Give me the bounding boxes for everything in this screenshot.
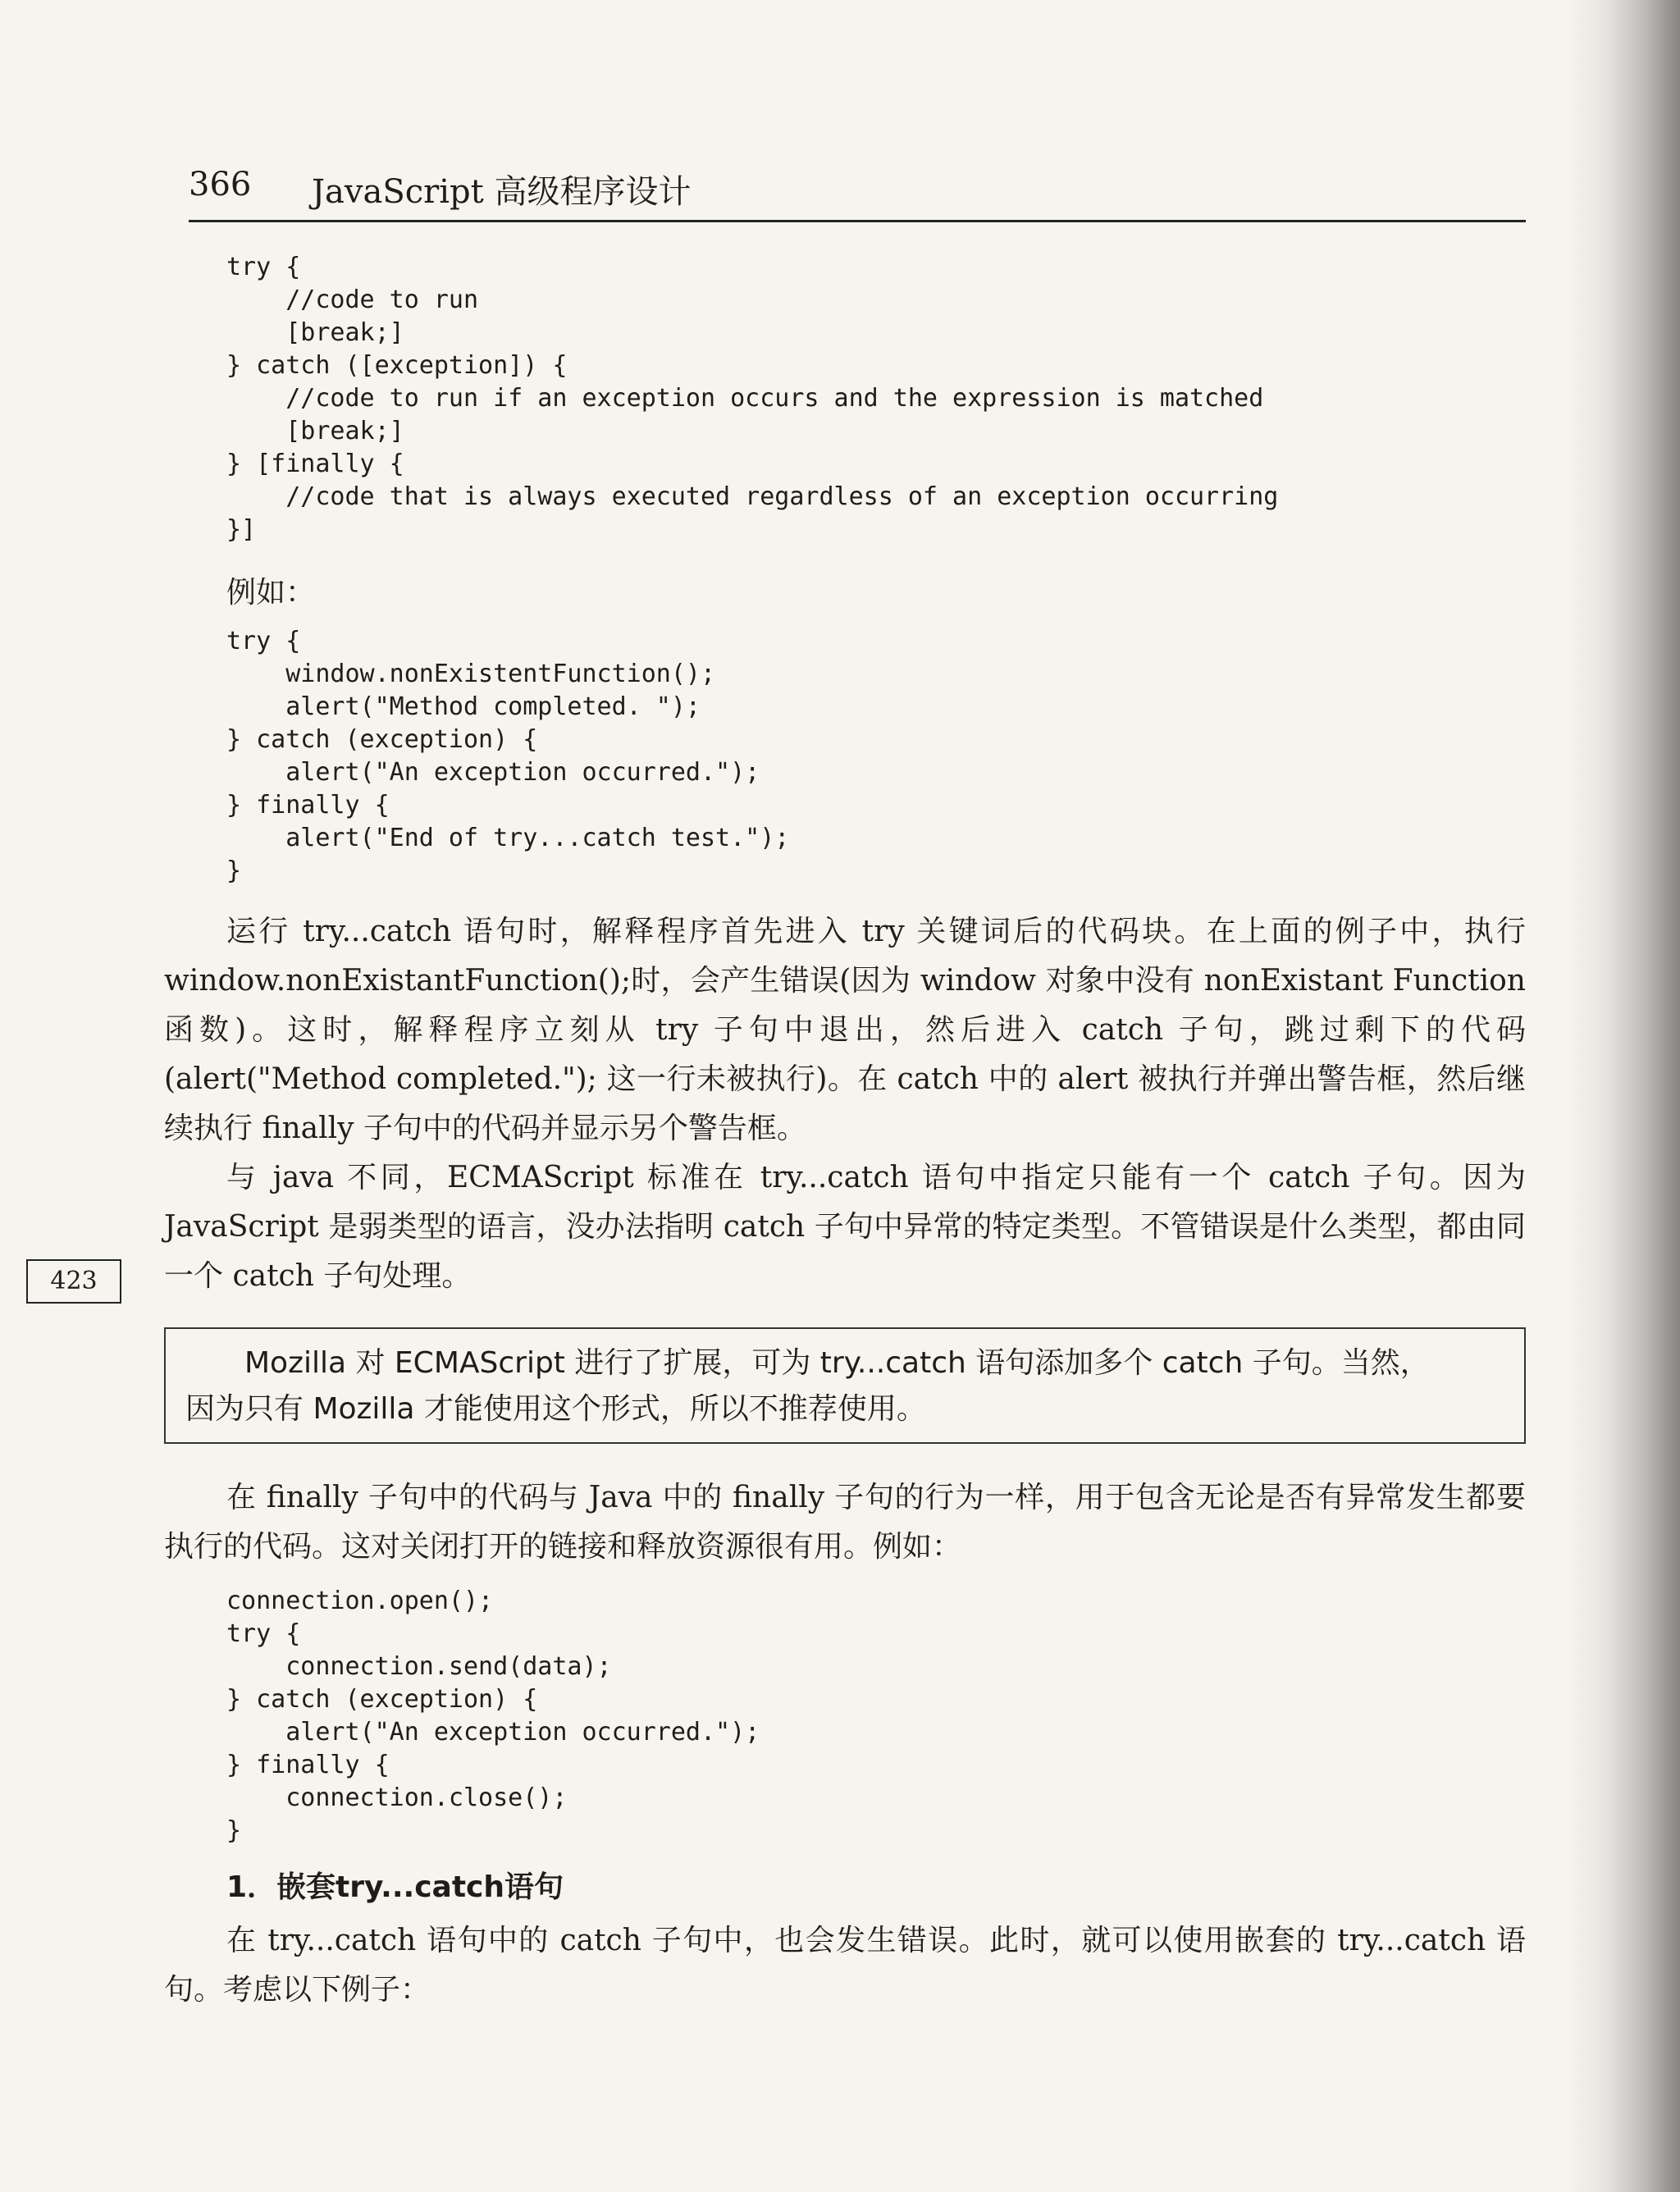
page-edge-shadow [1565,0,1680,2192]
code-line: } catch (exception) { [226,1685,538,1714]
code-line: window.nonExistentFunction(); [226,660,716,688]
code-line: alert("End of try...catch test."); [226,824,790,852]
code-block-finally [226,1585,760,1847]
code-line: } finally { [226,791,390,820]
code-line: } [finally { [226,450,404,478]
code-line: }] [226,515,257,544]
code-line: } catch ([exception]) { [226,351,568,380]
paragraph-3: 在 finally 子句中的代码与 Java 中的 finally 子句的行为一样，用于包含无论是否有异常发生都要执行的代码。这对关闭打开的链接和释放资源很有用。例如： [164,1481,1526,1564]
code-line: connection.open(); [226,1587,494,1615]
example-label: 例如： [226,576,316,610]
code-line: } finally { [226,1751,390,1779]
paragraph-1: 运行 try...catch 语句时，解释程序首先进入 try 关键词后的代码块。在上面的例子中，执行 window.nonExistantFunction();时，会产生错误(因为 window 对象中没有 nonExistant Function 函数)。这时，解释程序立刻从 try 子句中退出，然后进入 catch 子句，跳过剩下的代码(alert("Method completed."); 这一行未被执行)。在 catch 中的 alert 被执行并弹出警告框，然后继续执行 finally 子句中的代码并显示另个警告框。 [164,915,1526,1145]
code-line: try { [226,627,301,655]
code-line: connection.send(data); [226,1652,612,1681]
code-block-syntax [226,251,1278,546]
code-line: } catch (exception) { [226,725,538,754]
code-line: try { [226,253,301,281]
code-line: } [226,1816,242,1845]
note-line-2: 因为只有 Mozilla 才能使用这个形式，所以不推荐使用。 [185,1392,926,1426]
code-line: [break;] [226,318,404,347]
code-line: alert("Method completed. "); [226,692,701,721]
margin-page-ref: 423 [26,1259,121,1304]
code-line: alert("An exception occurred."); [226,758,760,787]
page-header [189,162,1526,222]
book-title: JavaScript 高级程序设计 [312,173,692,211]
paragraph-4: 在 try...catch 语句中的 catch 子句中，也会发生错误。此时，就可以使用嵌套的 try...catch 语句。考虑以下例子： [164,1924,1526,2007]
code-line: } [226,856,242,885]
code-line: //code that is always executed regardless of an exception occurring [226,482,1279,511]
code-block-example [226,625,789,888]
note-line-1: Mozilla 对 ECMAScript 进行了扩展，可为 try...catch 语句添加多个 catch 子句。当然， [244,1346,1430,1380]
code-line: [break;] [226,417,404,445]
code-line: //code to run [226,285,479,314]
code-line: try { [226,1619,301,1648]
paragraph-2: 与 java 不同，ECMAScript 标准在 try...catch 语句中指定只能有一个 catch 子句。因为 JavaScript 是弱类型的语言，没办法指明 catch 子句中异常的特定类型。不管错误是什么类型，都由同一个 catch 子句处理。 [164,1161,1526,1293]
code-line: //code to run if an exception occurs and the expression is matched [226,384,1264,413]
code-line: connection.close(); [226,1783,568,1812]
note-box [164,1327,1526,1444]
code-line: alert("An exception occurred."); [226,1718,760,1747]
section-heading: 1．嵌套try...catch语句 [226,1870,564,1904]
page-number: 366 [189,166,252,203]
